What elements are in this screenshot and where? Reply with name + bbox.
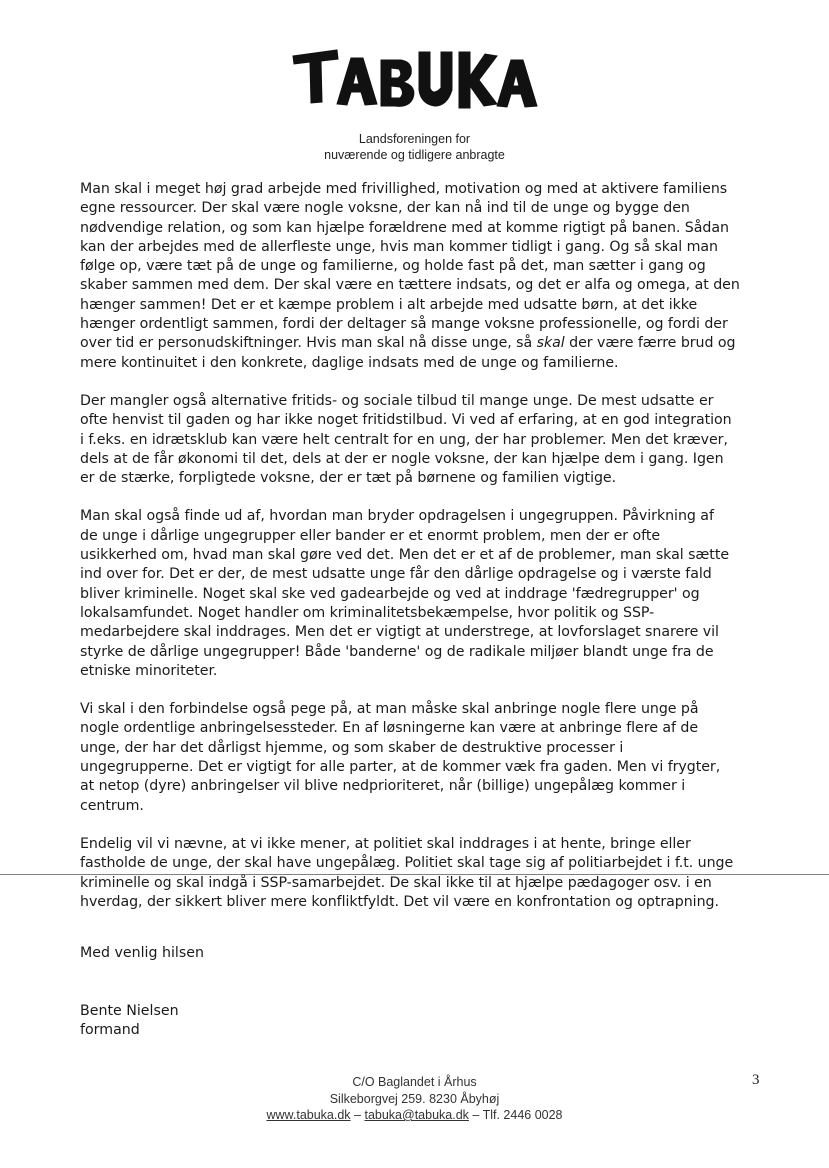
text-line: lokalsamfundet. Noget handler om kriminalitetsbekæmpelse, hvor politik og SSP- xyxy=(80,604,655,621)
text-line: ungegrupperne. Det er vigtigt for alle parter, at de kommer væk fra gaden. Men vi frygter, xyxy=(80,759,721,776)
text-line: nogle ordentlige anbringelsessteder. En af løsningerne kan være at anbringe flere af de xyxy=(80,720,699,737)
tabuka-logo xyxy=(0,42,829,114)
subtitle-line-2: nuværende og tidligere anbragte xyxy=(324,148,505,162)
organisation-subtitle xyxy=(0,131,829,163)
signatory-title: formand xyxy=(80,1022,140,1039)
letter-body xyxy=(80,180,760,931)
text-line: kan der arbejdes med de allerfleste unge, hvis man kommer tidligt i gang. Og så skal man xyxy=(80,238,719,255)
text-line: skaber sammen med dem. Der skal være en tættere indsats, og det er alfa og omega, at den xyxy=(80,277,740,294)
text-line: dels at de får økonomi til det, dels at der er nogle voksne, der kan hjælpe dem i gang. Igen xyxy=(80,450,724,467)
text-line: bliver kriminelle. Noget skal ske ved gadearbejde og ved at inddrage 'fædregrupper' og xyxy=(80,585,700,602)
text-line: følge op, være tæt på de unge og familierne, og holde fast på det, man sætter i gang og xyxy=(80,258,706,275)
text-line: de unge i dårlige ungegrupper eller bander er et enormt problem, men der er ofte xyxy=(80,527,661,544)
paragraph-4 xyxy=(80,700,760,816)
footer-separator: – xyxy=(350,1108,365,1122)
text-line: medarbejdere skal inddrages. Men det er vigtigt at understrege, at lovforslaget snarere vil xyxy=(80,624,719,641)
text-line: Endelig vil vi nævne, at vi ikke mener, at politiet skal inddrages i at hente, bringe eller xyxy=(80,835,691,852)
text-line: hænger ordentligt sammen, fordi der deltager så mange voksne professionelle, og fordi der xyxy=(80,316,728,333)
page-number: 3 xyxy=(752,1072,760,1088)
text-line: Man skal også finde ud af, hvordan man bryder opdragelsen i ungegruppen. Påvirkning af xyxy=(80,508,714,525)
tabuka-logo-icon xyxy=(285,42,545,114)
scan-artifact-line xyxy=(0,874,829,875)
paragraph-1 xyxy=(80,180,760,373)
emphasis-word: skal xyxy=(536,335,565,352)
footer-phone: – Tlf. 2446 0028 xyxy=(468,1108,563,1122)
text-line: unge, der har det dårligst hjemme, og som skaber de destruktive processer i xyxy=(80,739,624,756)
text-line: mere kontinuitet i den konkrete, daglige indsats med de unge og familierne. xyxy=(80,354,619,371)
footer-address-line-1: C/O Baglandet i Århus xyxy=(352,1075,477,1089)
text-line: at netop (dyre) anbringelser vil blive nedprioriteret, når (billige) ungepålæg kommer i xyxy=(80,778,686,795)
text-line: i f.eks. en idrætsklub kan være helt centralt for en ung, der har problemer. Men det kræver, xyxy=(80,431,728,448)
signature-block xyxy=(80,1002,179,1041)
text-line: usikkerhed om, hvad man skal gøre ved det. Men det er et af de problemer, man skal sætte xyxy=(80,547,730,564)
text-line: Vi skal i den forbindelse også pege på, at man måske skal anbringe nogle flere unge på xyxy=(80,701,699,718)
paragraph-2 xyxy=(80,392,760,488)
text-line: kriminelle og skal indgå i SSP-samarbejdet. De skal ikke til at hjælpe pædagoger osv. i en xyxy=(80,874,712,891)
text-line: hverdag, der sikkert bliver mere konfliktfyldt. Det vil være en konfrontation og optrapning. xyxy=(80,893,719,910)
text-line: centrum. xyxy=(80,797,144,814)
text-line: nødvendige relation, og som kan hjælpe forældrene med at komme rigtigt på banen. Sådan xyxy=(80,219,729,236)
paragraph-3 xyxy=(80,507,760,681)
text-line: Der mangler også alternative fritids- og sociale tilbud til mange unge. De mest udsatte er xyxy=(80,392,714,409)
text-line: etniske minoriteter. xyxy=(80,662,218,679)
text-line: egne ressourcer. Der skal være nogle voksne, der kan nå ind til de unge og bygge den xyxy=(80,200,690,217)
letter-footer xyxy=(0,1074,829,1124)
closing-salutation: Med venlig hilsen xyxy=(80,945,204,961)
email-link[interactable]: tabuka@tabuka.dk xyxy=(364,1108,469,1122)
signatory-name: Bente Nielsen xyxy=(80,1003,179,1019)
text-line: ind over for. Det er der, de mest udsatte unge får den dårlige opdragelse og i værste fald xyxy=(80,566,712,583)
text-line: er de stærke, forpligtede voksne, der er tæt på børnene og familien vigtige. xyxy=(80,470,617,487)
text-line: hænger sammen! Det er et kæmpe problem i alt arbejde med udsatte børn, at det ikke xyxy=(80,296,698,313)
footer-address-line-2: Silkeborgvej 259. 8230 Åbyhøj xyxy=(329,1091,500,1106)
text-line: Man skal i meget høj grad arbejde med frivillighed, motivation og med at aktivere familiens xyxy=(80,181,728,197)
website-link[interactable]: www.tabuka.dk xyxy=(266,1108,351,1122)
text-line: styrke de dårlige ungegrupper! Både 'banderne' og de radikale miljøer blandt unge fra de xyxy=(80,643,714,660)
text-line: fastholde de unge, der skal have ungepålæg. Politiet skal tage sig af politiarbejdet i f.t. unge xyxy=(80,855,734,872)
subtitle-line-1: Landsforeningen for xyxy=(358,132,471,146)
footer-contact-line xyxy=(0,1107,829,1124)
text-segment: over tid er personudskiftninger. Hvis man skal nå disse unge, så xyxy=(80,335,537,352)
text-line-with-emphasis xyxy=(80,334,760,353)
text-segment: der være færre brud og xyxy=(564,335,736,352)
text-line: ofte henvist til gaden og har ikke noget fritidstilbud. Vi ved af erfaring, at en god integration xyxy=(80,412,732,429)
